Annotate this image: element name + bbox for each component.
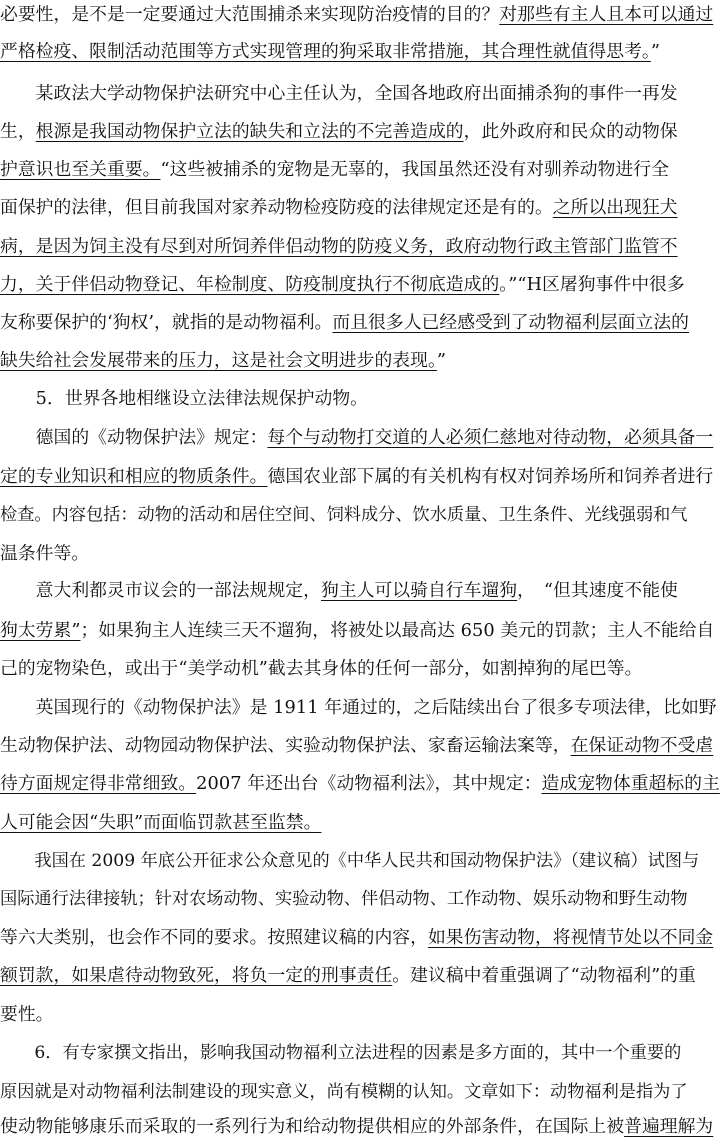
text-line bbox=[0, 497, 688, 533]
text-line bbox=[0, 152, 673, 188]
text-line bbox=[0, 881, 688, 917]
text-line bbox=[0, 76, 678, 112]
underlined-text: 待方面规定得非常细致。 bbox=[0, 773, 197, 794]
text-line bbox=[0, 1074, 688, 1110]
text-line bbox=[0, 766, 720, 802]
text-line bbox=[0, 651, 673, 687]
text-segment: 原因就是对动物福利法制建设的现实意义，尚有模糊的认知。文章如下：动物福利是指为了 bbox=[0, 1082, 688, 1102]
underlined-text: 护意识也至关重要。 bbox=[0, 159, 161, 180]
text-segment: 己的宠物染色，或出于“美学动机”截去其身体的任何一部分，如割掉狗的尾巴等。 bbox=[0, 658, 643, 679]
text-segment: 某政法大学动物保护法研究中心主任认为，全国各地政府出面捕杀狗的事件一再发 bbox=[0, 83, 678, 104]
underlined-text: 狗主人可以骑自行车遛狗 bbox=[320, 580, 518, 601]
underlined-text: 严格检疫、限制活动范围等方式实现管理的狗采取非常措施，其合理性就值得思考。 bbox=[0, 41, 651, 62]
text-line bbox=[0, 573, 678, 609]
text-line bbox=[0, 920, 714, 956]
underlined-text: 狗太劳累” bbox=[0, 620, 81, 641]
text-segment: ” bbox=[650, 41, 661, 62]
underlined-text: 病，是因为饲主没有尽到对所饲养伴侣动物的防疫义务，政府动物行政主管部门监管不 bbox=[0, 236, 678, 257]
text-segment: 德国农业部下属的有关机构有权对饲养场所和饲养者进行 bbox=[267, 466, 714, 487]
text-line bbox=[0, 613, 715, 649]
text-segment: 。建议稿中着重强调了“动物福利”的重 bbox=[392, 965, 696, 986]
text-segment: 温条件等。 bbox=[0, 543, 90, 564]
text-segment: 生动物保护法、动物园动物保护法、实验动物保护法、家畜运输法案等， bbox=[0, 735, 571, 756]
text-line bbox=[0, 305, 690, 341]
text-segment: 等六大类别，也会作不同的要求。按照建议稿的内容， bbox=[0, 927, 428, 948]
text-line bbox=[0, 381, 673, 417]
text-segment: ， “但其速度不能使 bbox=[517, 580, 678, 601]
text-segment: 要性。 bbox=[0, 1004, 54, 1025]
underlined-text: 而且很多人已经感受到了动物福利层面立法的 bbox=[332, 312, 690, 333]
text-segment: 6．有专家撰文指出，影响我国动物福利立法进程的因素是多方面的，其中一个重要的 bbox=[0, 1043, 682, 1063]
text-segment: 检查。内容包括：动物的活动和居住空间、饲料成分、饮水质量、卫生条件、光线强弱和气 bbox=[0, 505, 688, 525]
text-line bbox=[0, 420, 714, 456]
underlined-text: 如果伤害动物，将视情节处以不同金 bbox=[427, 927, 714, 948]
underlined-text: 额罚款，如果虐待动物致死，将负一定的刑事责任 bbox=[0, 965, 393, 986]
text-line bbox=[0, 229, 678, 265]
text-segment: 友称要保护的‘狗权’，就指的是动物福利。 bbox=[0, 312, 333, 333]
text-segment: 使动物能够康乐而采取的一系列行为和给动物提供相应的外部条件，在国际上被 bbox=[0, 1116, 625, 1137]
underlined-text: 定的专业知识和相应的物质条件。 bbox=[0, 466, 268, 487]
text-segment: 2007 年还出台《动物福利法》，其中规定： bbox=[196, 773, 542, 794]
text-line bbox=[0, 190, 678, 226]
underlined-text: 之所以出现狂犬 bbox=[552, 197, 678, 218]
text-line bbox=[0, 843, 700, 879]
underlined-text: 缺失给社会发展带来的压力，这是社会文明进步的表现。 bbox=[0, 350, 437, 371]
text-line bbox=[0, 997, 673, 1033]
text-segment: 英国现行的《动物保护法》是 1911 年通过的，之后陆续出台了很多专项法律，比如野 bbox=[0, 697, 717, 718]
underlined-text: 根源是我国动物保护立法的缺失和立法的不完善造成的 bbox=[35, 121, 464, 142]
text-segment: “这些被捕杀的宠物是无辜的，我国虽然还没有对驯养动物进行全 bbox=[160, 159, 669, 180]
text-line bbox=[0, 805, 673, 841]
text-segment: 面保护的法律，但目前我国对家养动物检疫防疫的法律规定还是有的。 bbox=[0, 197, 553, 218]
text-line bbox=[0, 0, 714, 33]
text-segment: 。”“H区屠狗事件中很多 bbox=[499, 274, 685, 295]
text-line bbox=[0, 728, 714, 764]
text-line bbox=[0, 536, 673, 572]
text-segment: 我国在 2009 年底公开征求公众意见的《中华人民共和国动物保护法》（建议稿）试图与 bbox=[0, 851, 700, 871]
text-segment: ” bbox=[436, 350, 447, 371]
text-segment: 德国的《动物保护法》规定： bbox=[0, 427, 268, 448]
text-line bbox=[0, 690, 717, 726]
underlined-text: 每个与动物打交道的人必须仁慈地对待动物，必须具备一 bbox=[267, 427, 714, 448]
text-line bbox=[0, 267, 685, 303]
text-line bbox=[0, 1109, 714, 1145]
underlined-text: 人可能会因“失职”而面临罚款甚至监禁。 bbox=[0, 812, 322, 833]
underlined-text: 造成宠物体重超标的主 bbox=[541, 773, 720, 794]
text-line bbox=[0, 34, 673, 70]
text-line bbox=[0, 958, 696, 994]
text-line bbox=[0, 459, 714, 495]
text-segment: ；如果狗主人连续三天不遛狗，将被处以最高达 650 美元的罚款；主人不能给自 bbox=[80, 620, 715, 641]
text-segment: 5．世界各地相继设立法律法规保护动物。 bbox=[0, 388, 368, 409]
text-line bbox=[0, 343, 673, 379]
text-segment: 意大利都灵市议会的一部法规规定， bbox=[0, 580, 321, 601]
text-segment: 生， bbox=[0, 121, 36, 142]
underlined-text: 力，关于伴侣动物登记、年检制度、防疫制度执行不彻底造成的 bbox=[0, 274, 500, 295]
underlined-text: 对那些有主人且本可以通过 bbox=[499, 4, 714, 25]
underlined-text: 在保证动物不受虐 bbox=[570, 735, 714, 756]
text-line bbox=[0, 1035, 682, 1071]
text-segment: 国际通行法律接轨；针对农场动物、实验动物、伴侣动物、工作动物、娱乐动物和野生动物 bbox=[0, 889, 688, 909]
text-line bbox=[0, 114, 678, 150]
text-segment: 必要性，是不是一定要通过大范围捕杀来实现防治疫情的目的？ bbox=[0, 4, 500, 25]
underlined-text: 普遍理解为 bbox=[624, 1116, 714, 1137]
text-segment: ，此外政府和民众的动物保 bbox=[463, 121, 678, 142]
